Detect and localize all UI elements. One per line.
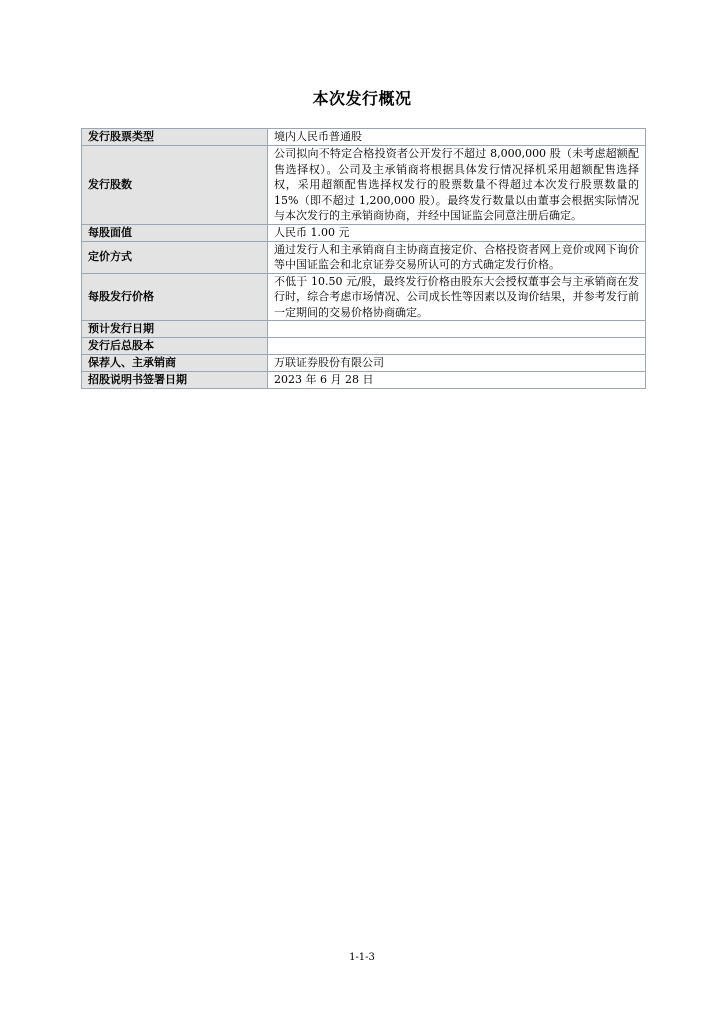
table-row: [82, 355, 646, 372]
table-row: [82, 129, 646, 146]
row-label-stock-type: 发行股票类型: [82, 129, 268, 146]
row-label-expected-date: 预计发行日期: [82, 321, 268, 338]
table-row: [82, 372, 646, 389]
row-label-total-shares: 发行后总股本: [82, 338, 268, 355]
table-row: [82, 241, 646, 273]
table-row: [82, 146, 646, 225]
row-value-signing-date: 2023 年 6 月 28 日: [268, 372, 646, 389]
table-row: [82, 273, 646, 321]
row-label-signing-date: 招股说明书签署日期: [82, 372, 268, 389]
row-label-sponsor: 保荐人、主承销商: [82, 355, 268, 372]
page-title: 本次发行概况: [312, 89, 412, 108]
page-number: 1-1-3: [349, 952, 375, 963]
table-row: [82, 224, 646, 241]
row-value-pricing-method: 通过发行人和主承销商自主协商直接定价、合格投资者网上竞价或网下询价等中国证监会和北京证券交易所认可的方式确定发行价格。: [268, 241, 646, 273]
row-value-expected-date: [268, 321, 646, 338]
row-value-stock-type: 境内人民币普通股: [268, 129, 646, 146]
offering-overview-table: [81, 128, 646, 389]
table-row: [82, 321, 646, 338]
row-value-sponsor: 万联证券股份有限公司: [268, 355, 646, 372]
row-label-par-value: 每股面值: [82, 224, 268, 241]
table-row: [82, 338, 646, 355]
row-label-pricing-method: 定价方式: [82, 241, 268, 273]
row-value-total-shares: [268, 338, 646, 355]
row-value-share-count: 公司拟向不特定合格投资者公开发行不超过 8,000,000 股（未考虑超额配售选择权）。公司及主承销商将根据具体发行情况择机采用超额配售选择权，采用超额配售选择权发行的股票数量不得超过本次发行股票数量的 15%（即不超过 1,200,000 股）。最终发行数量以由董事会根据实际情况与本次发行的主承销商协商，并经中国证监会同意注册后确定。: [268, 146, 646, 225]
row-value-par-value: 人民币 1.00 元: [268, 224, 646, 241]
row-label-issue-price: 每股发行价格: [82, 273, 268, 321]
row-value-issue-price: 不低于 10.50 元/股，最终发行价格由股东大会授权董事会与主承销商在发行时，综合考虑市场情况、公司成长性等因素以及询价结果，并参考发行前一定期间的交易价格协商确定。: [268, 273, 646, 321]
row-label-share-count: 发行股数: [82, 146, 268, 225]
